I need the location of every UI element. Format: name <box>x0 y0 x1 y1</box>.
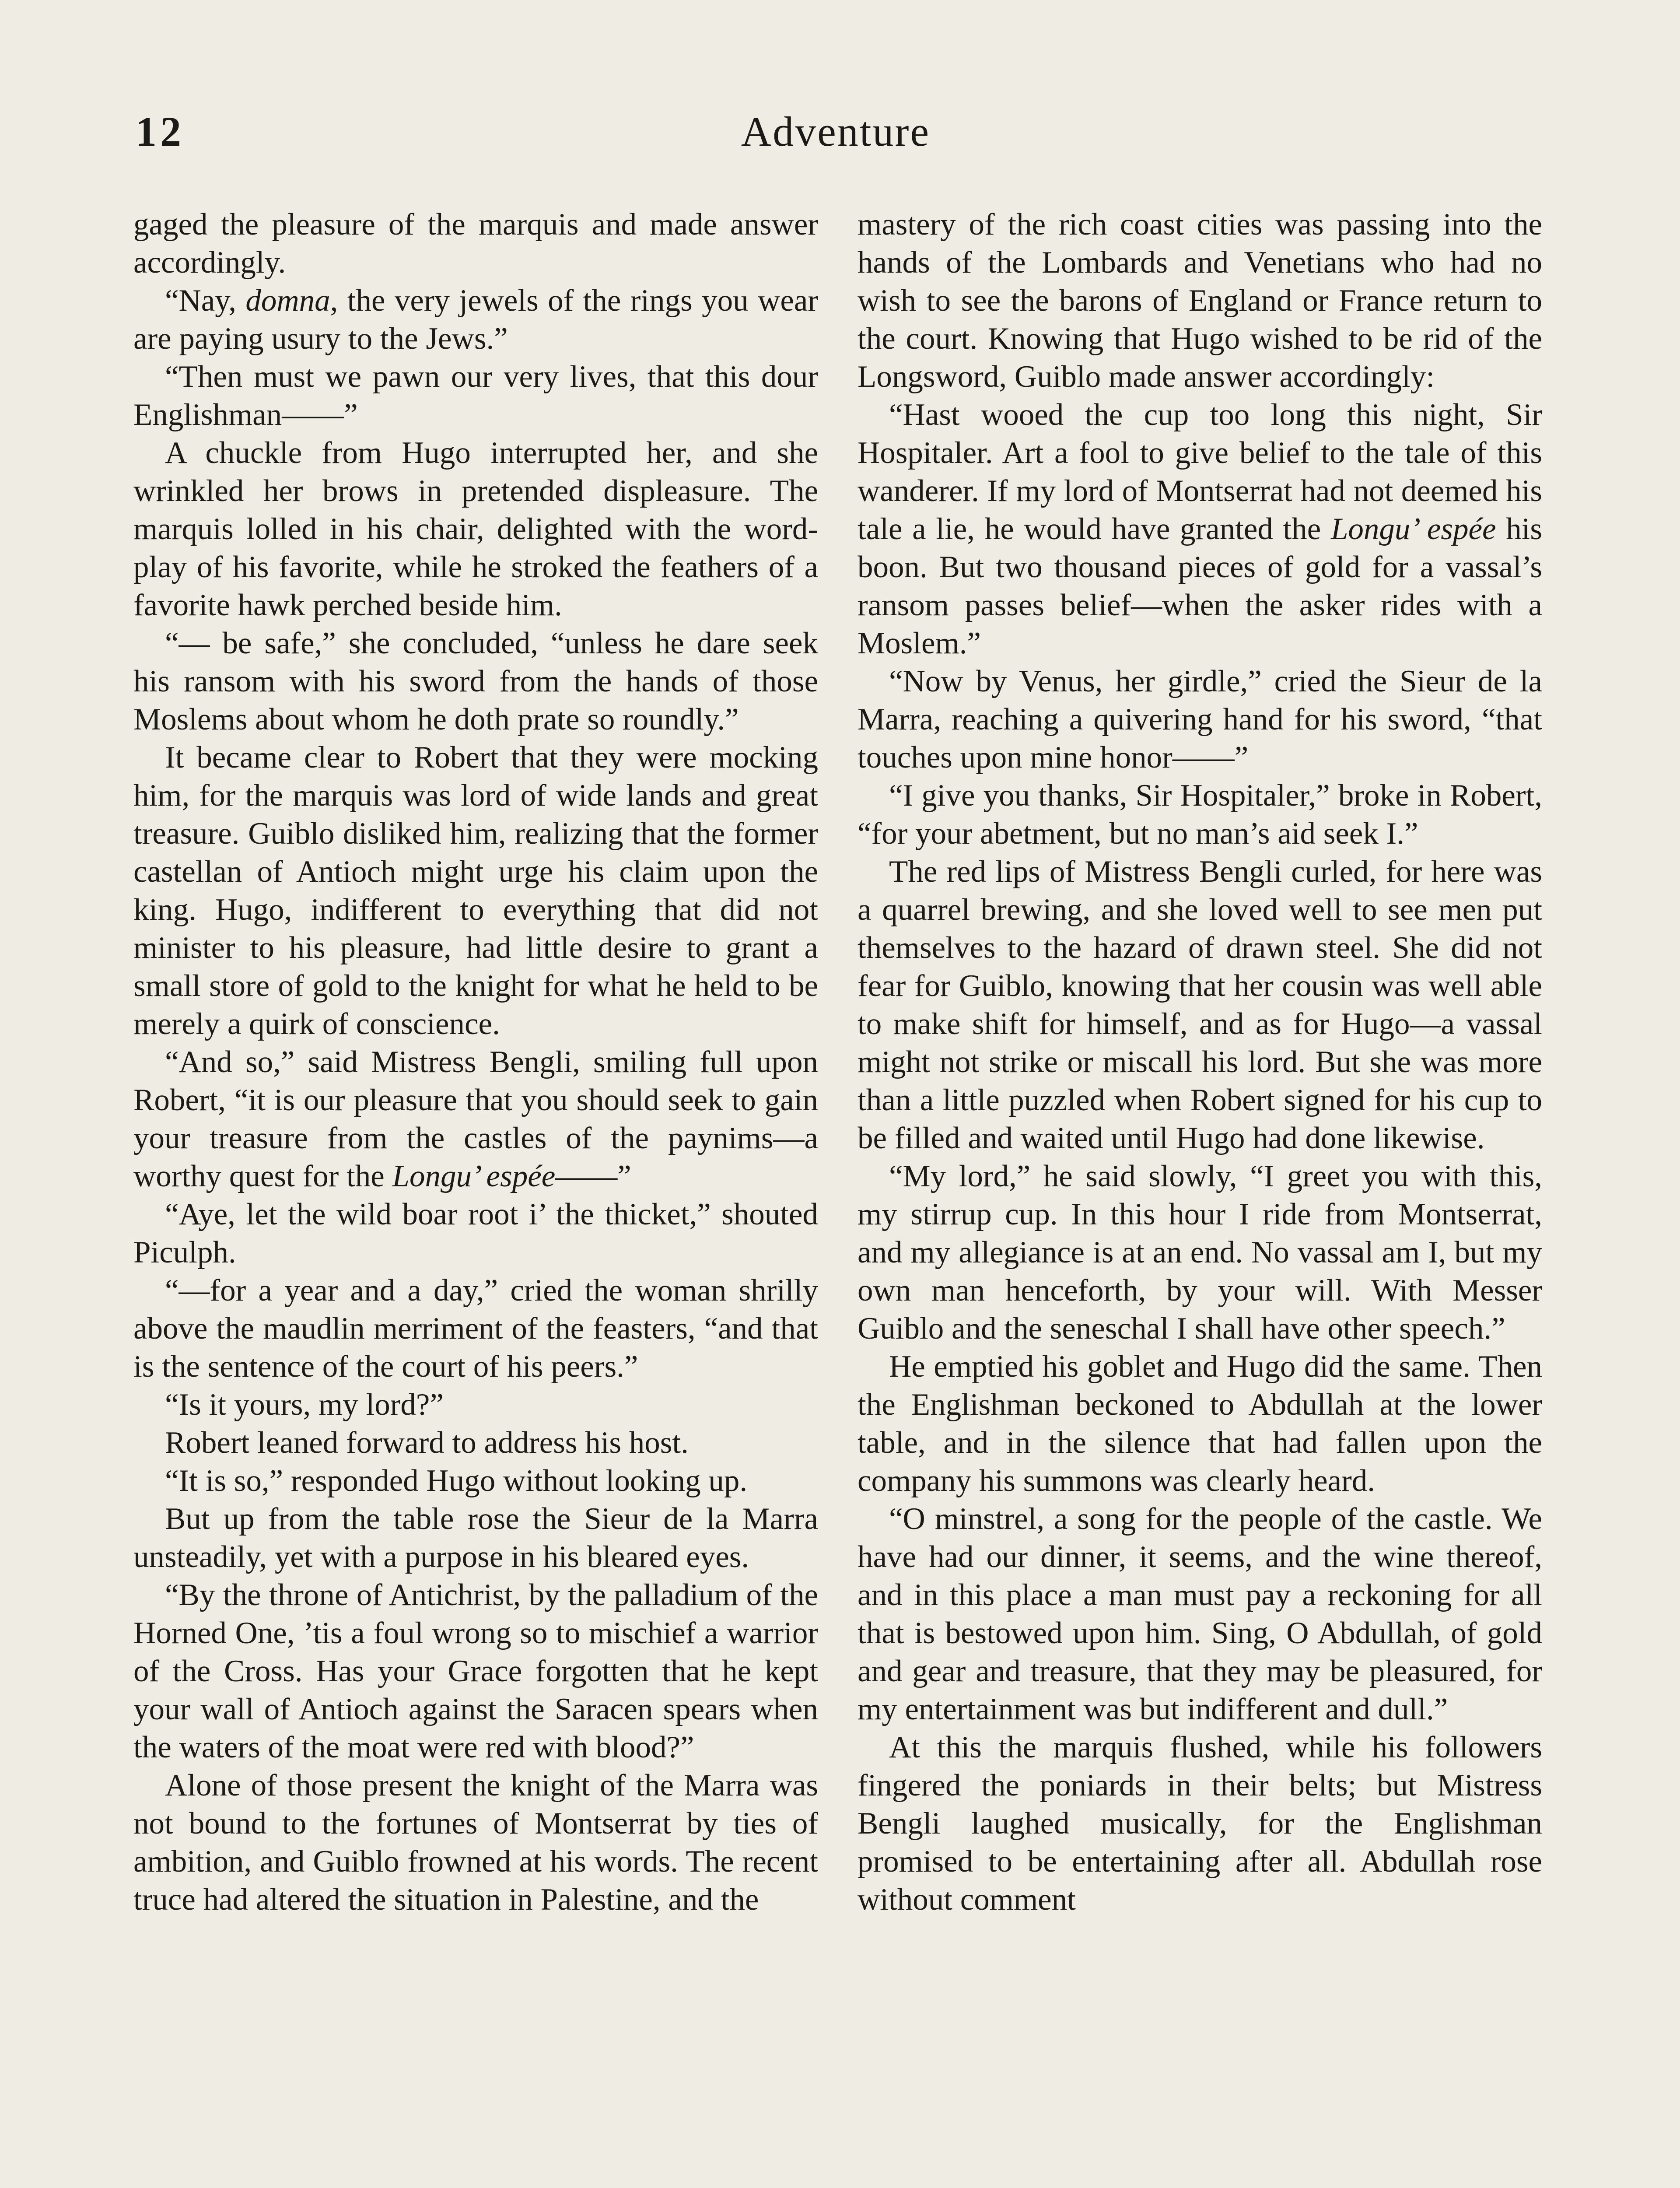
paragraph: “Then must we pawn our very lives, that this dour Englishman——” <box>133 360 818 432</box>
paragraph: Robert leaned forward to address his host. <box>165 1426 689 1460</box>
paragraph: “—for a year and a day,” cried the woman shrilly above the maudlin merriment of the feasters, “and that is the sentence of the court of his peers.” <box>133 1273 818 1384</box>
page-number: 12 <box>136 108 185 155</box>
paragraph: “And so,” said Mistress Bengli, smiling full upon Robert, “it is our pleasure that you should seek to gain your treasure from the castles of the paynims—a worthy quest for the Longu’ espée——” <box>133 1045 818 1193</box>
paragraph: “Is it yours, my lord?” <box>165 1388 444 1422</box>
left-column <box>133 206 818 1919</box>
paragraph: “By the throne of Antichrist, by the palladium of the Horned One, ’tis a foul wrong so to mischief a warrior of the Cross. Has your Grace forgotten that he kept your wall of Antioch against the Saracen spears when the waters of the moat were red with blood?” <box>133 1578 818 1764</box>
page-header <box>136 107 1536 168</box>
paragraph: mastery of the rich coast cities was passing into the hands of the Lombards and Venetians who had no wish to see the barons of England or France return to the court. Knowing that Hugo wished to be rid of the Longsword, Guiblo made answer accordingly: <box>858 207 1542 394</box>
paragraph: Alone of those present the knight of the Marra was not bound to the fortunes of Montserrat by ties of ambition, and Guiblo frowned at his words. The recent truce had altered the situation in Palestine, and the <box>133 1768 818 1917</box>
paragraph: At this the marquis flushed, while his followers fingered the poniards in their belts; but Mistress Bengli laughed musically, for the Englishman promised to be entertaining after all. Abdullah rose without comment <box>858 1730 1542 1917</box>
paragraph: “O minstrel, a song for the people of the castle. We have had our dinner, it seems, and the wine thereof, and in this place a man must pay a reckoning for all that is bestowed upon him. Sing, O Abdullah, of gold and gear and treasure, that they may be pleasured, for my entertainment was but indifferent and dull.” <box>858 1502 1542 1726</box>
paragraph: “— be safe,” she concluded, “unless he dare seek his ransom with his sword from the hands of those Moslems about whom he doth prate so roundly.” <box>133 626 818 736</box>
paragraph: “It is so,” responded Hugo without looking up. <box>165 1464 748 1498</box>
paragraph: “Now by Venus, her girdle,” cried the Sieur de la Marra, reaching a quivering hand for his sword, “that touches upon mine honor——” <box>858 664 1542 775</box>
paragraph: “Hast wooed the cup too long this night, Sir Hospitaler. Art a fool to give belief to the tale of this wanderer. If my lord of Montserrat had not deemed his tale a lie, he would have granted the Longu’ espée his boon. But two thousand pieces of gold for a vassal’s ransom passes belief—when the asker rides with a Moslem.” <box>858 398 1542 660</box>
paragraph: A chuckle from Hugo interrupted her, and she wrinkled her brows in pretended displeasure. The marquis lolled in his chair, delighted with the word-play of his favorite, while he stroked the feathers of a favorite hawk perched beside him. <box>133 436 818 622</box>
journal-title: Adventure <box>741 108 931 155</box>
paragraph: “Aye, let the wild boar root i’ the thicket,” shouted Piculph. <box>133 1197 818 1269</box>
right-column <box>858 206 1542 1919</box>
paragraph: It became clear to Robert that they were mocking him, for the marquis was lord of wide lands and great treasure. Guiblo disliked him, realizing that the former castellan of Antioch might urge his claim upon the king. Hugo, indifferent to everything that did not minister to his pleasure, had little desire to grant a small store of gold to the knight for what he held to be merely a quirk of conscience. <box>133 740 818 1041</box>
paragraph: The red lips of Mistress Bengli curled, for here was a quarrel brewing, and she loved well to see men put themselves to the hazard of drawn steel. She did not fear for Guiblo, knowing that her cousin was well able to make shift for himself, and as for Hugo—a vassal might not strike or miscall his lord. But she was more than a little puzzled when Robert signed for his cup to be filled and waited until Hugo had done likewise. <box>858 855 1542 1155</box>
paragraph: “Nay, domna, the very jewels of the rings you wear are paying usury to the Jews.” <box>133 284 818 356</box>
paragraph: “I give you thanks, Sir Hospitaler,” broke in Robert, “for your abetment, but no man’s aid seek I.” <box>858 778 1542 851</box>
paragraph: “My lord,” he said slowly, “I greet you with this, my stirrup cup. In this hour I ride from Montserrat, and my allegiance is at an end. No vassal am I, but my own man henceforth, by your will. With Messer Guiblo and the seneschal I shall have other speech.” <box>858 1159 1542 1346</box>
paragraph: He emptied his goblet and Hugo did the same. Then the Englishman beckoned to Abdullah at the lower table, and in the silence that had fallen upon the company his summons was clearly heard. <box>858 1350 1542 1498</box>
paragraph: gaged the pleasure of the marquis and made answer accordingly. <box>133 207 818 280</box>
paragraph: But up from the table rose the Sieur de la Marra unsteadily, yet with a purpose in his bleared eyes. <box>133 1502 818 1574</box>
